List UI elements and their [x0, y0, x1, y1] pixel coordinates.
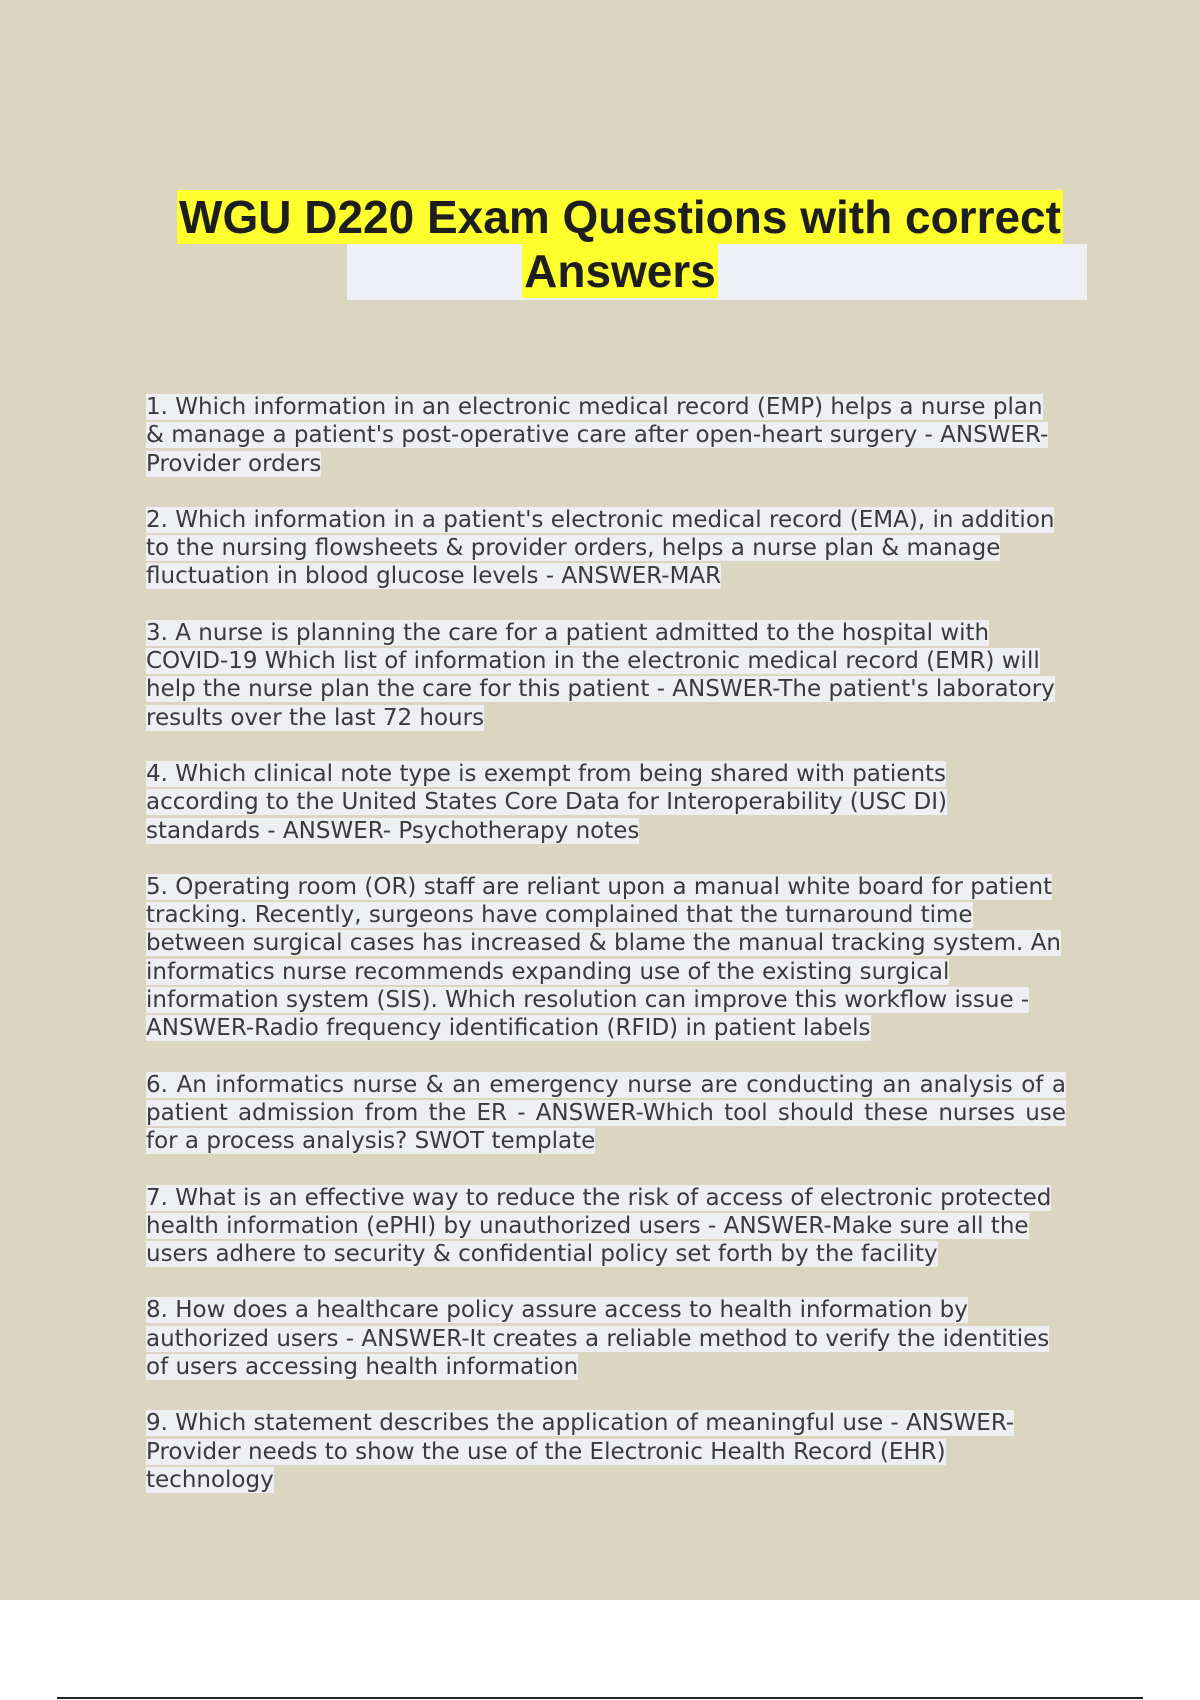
footer-divider	[57, 1697, 1143, 1699]
question-item-1: 1. Which information in an electronic medical record (EMP) helps a nurse plan & manage a patient's post-operative care after open-heart surgery - ANSWER-Provider orders	[146, 394, 1049, 477]
title-line-1: WGU D220 Exam Questions with correct	[179, 191, 1061, 243]
question-item-7: 7. What is an effective way to reduce the risk of access of electronic protected health information (ePHI) by unauthorized users - ANSWER-Make sure all the users adhere to security & confidential policy set forth by the facility	[146, 1184, 1052, 1268]
question-item-2: 2. Which information in a patient's electronic medical record (EMA), in addition to the nursing flowsheets & provider orders, helps a nurse plan & manage fluctuation in blood glucose levels - ANSWER-MAR	[146, 506, 1055, 590]
question-item-5: 5. Operating room (OR) staff are reliant upon a manual white board for patient tracking. Recently, surgeons have complained that the turnaround time between surgical cases has increased & blame the manual tracking system. An informatics nurse recommends expanding use of the existing surgical information system (SIS). Which resolution can improve this workflow issue - ANSWER-Radio frequency identification (RFID) in patient labels	[146, 873, 1061, 1042]
question-list	[146, 393, 1066, 1522]
question-item-6: 6. An informatics nurse & an emergency nurse are conducting an analysis of a patient admission from the ER - ANSWER-Which tool should these nurses use for a process analysis? SWOT template	[146, 1071, 1066, 1155]
title-line-2: Answers	[524, 245, 716, 297]
question-item-4: 4. Which clinical note type is exempt from being shared with patients according to the United States Core Data for Interoperability (USC DI) standards - ANSWER- Psychotherapy notes	[146, 760, 948, 844]
question-item-8: 8. How does a healthcare policy assure access to health information by authorized users - ANSWER-It creates a reliable method to verify the identities of users accessing health information	[146, 1297, 1050, 1381]
document-title	[150, 190, 1090, 300]
question-item-3: 3. A nurse is planning the care for a patient admitted to the hospital with COVID-19 Which list of information in the electronic medical record (EMR) will help the nurse plan the care for this patient - ANSWER-The patient's laboratory results over the last 72 hours	[146, 619, 1055, 731]
question-item-9: 9. Which statement describes the application of meaningful use - ANSWER-Provider needs to show the use of the Electronic Health Record (EHR) technology	[146, 1410, 1015, 1493]
